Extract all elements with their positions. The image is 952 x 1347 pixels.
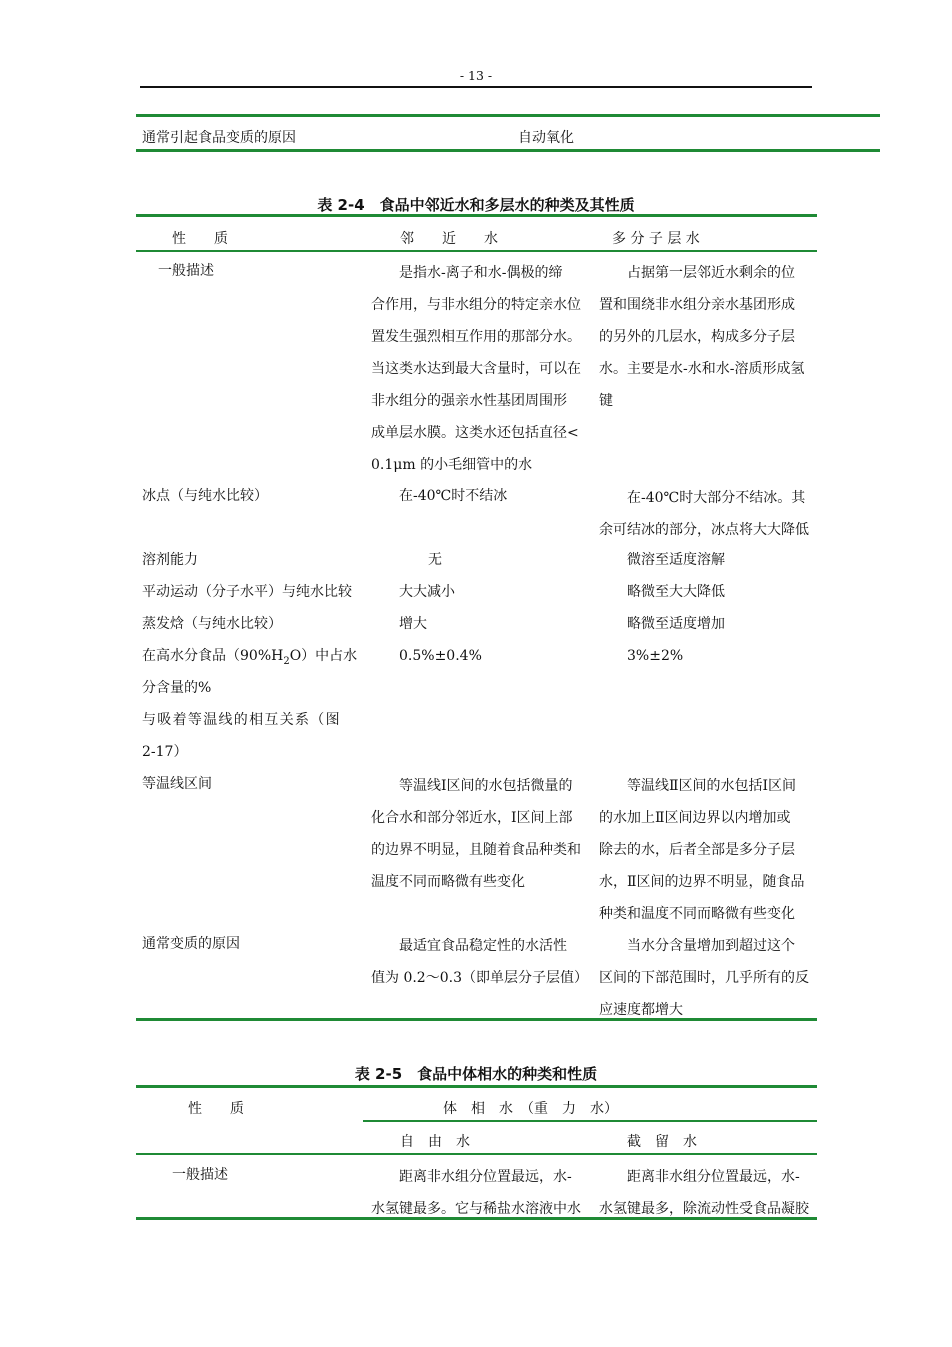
prev-row-value: 自动氧化 [518, 130, 574, 146]
page-number: - 13 - [459, 68, 493, 83]
header-adjacent: 邻 近 水 [400, 231, 498, 247]
row-spoilage-label: 通常变质的原因 [142, 936, 240, 952]
row-general-multilayer: 占据第一层邻近水剩余的位 置和围绕非水组分亲水基团形成 的另外的几层水，构成多分子层 水。主要是水-水和水-溶质形成氢 键 [599, 265, 805, 409]
row-motion-multilayer: 略微至大大降低 [627, 584, 725, 600]
row-motion-label: 平动运动（分子水平）与纯水比较 [142, 584, 352, 600]
row-enthalpy-adjacent: 增大 [399, 616, 427, 632]
row-isotherm-rel-label-2: 2-17） [142, 744, 188, 760]
row-general-label: 一般描述 [158, 263, 214, 279]
row-motion-adjacent: 大大减小 [399, 584, 455, 600]
row-spoilage-multilayer: 当水分含量增加到超过这个 区间的下部范围时，几乎所有的反 应速度都增大 [599, 938, 809, 1018]
row-enthalpy-multilayer: 略微至适度增加 [627, 616, 725, 632]
row-solvent-adjacent: 无 [428, 552, 442, 568]
prev-row-label: 通常引起食品变质的原因 [142, 130, 296, 146]
table-bottom-rule [136, 149, 880, 152]
row-isotherm-zone-adjacent: 等温线Ⅰ区间的水包括微量的 化合水和部分邻近水，Ⅰ区间上部 的边界不明显，且随着食品种类和 温度不同而略微有些变化 [371, 778, 581, 890]
t25-row-general-entrapped: 距离非水组分位置最远，水- 水氢键最多，除流动性受食品凝胶 [599, 1169, 809, 1217]
t25-header-free: 自 由 水 [400, 1134, 470, 1150]
row-content-label: 在高水分食品$(90\%H_2O)$中占水 [142, 648, 358, 667]
table-2-4-bottom-rule [136, 1018, 817, 1021]
t25-row-general-label: 一般描述 [172, 1167, 228, 1183]
row-enthalpy-label: 蒸发焓（与纯水比较） [142, 616, 282, 632]
row-isotherm-zone-multilayer: 等温线Ⅱ区间的水包括Ⅰ区间 的水加上Ⅱ区间边界以内增加或 除去的水，后者全部是多分子层 水，Ⅱ区间的边界不明显，随食品 种类和温度不同而略微有些变化 [599, 778, 805, 922]
table-2-4-top-rule [136, 214, 817, 217]
row-spoilage-adjacent: 最适宜食品稳定性的水活性 值为 0.2～0.3（即单层分子层值） [371, 938, 588, 986]
row-content-label-2: 分含量的% [142, 680, 212, 696]
table-2-4-header-rule [136, 250, 817, 252]
row-content-multilayer: 3%±2% [627, 648, 684, 664]
row-freezing-label: 冰点（与纯水比较） [142, 488, 268, 504]
header-multilayer: 多 分 子 层 水 [612, 231, 700, 247]
row-solvent-label: 溶剂能力 [142, 552, 198, 568]
row-isotherm-rel-label: 与吸着等温线的相互关系（图 [142, 712, 341, 728]
t25-header-entrapped: 截 留 水 [627, 1134, 697, 1150]
table-2-5-caption: 表 2-5 食品中体相水的种类和性质 [354, 1065, 598, 1083]
header-rule [140, 86, 812, 88]
table-2-5-top-rule [136, 1085, 817, 1088]
row-freezing-multilayer: 在-40℃时大部分不结冰。其 余可结冰的部分，冰点将大大降低 [599, 490, 809, 538]
t25-row-general-free: 距离非水组分位置最远，水- 水氢键最多。它与稀盐水溶液中水 [371, 1169, 581, 1217]
row-general-adjacent: 是指水-离子和水-偶极的缔 合作用，与非水组分的特定亲水位 置发生强烈相互作用的那部分水。 当这类水达到最大含量时，可以在 非水组分的强亲水性基团周围形 成单层水膜。这类水还包括直径< 0.1μm 的小毛细管中的水 [371, 265, 581, 473]
row-freezing-adjacent: 在-40℃时不结冰 [399, 488, 508, 504]
row-solvent-multilayer: 微溶至适度溶解 [627, 552, 725, 568]
t25-subheader-rule [363, 1120, 817, 1122]
t25-header-property: 性 质 [188, 1101, 244, 1117]
table-top-rule [136, 114, 880, 117]
t25-header-rule [136, 1153, 817, 1155]
row-content-adjacent: 0.5%±0.4% [399, 648, 482, 664]
header-property: 性 质 [172, 231, 228, 247]
table-2-5-bottom-rule [136, 1217, 817, 1220]
t25-header-bulk: 体 相 水 （重 力 水） [443, 1101, 618, 1117]
table-2-4-caption: 表 2-4 食品中邻近水和多层水的种类及其性质 [317, 196, 635, 214]
row-isotherm-zone-label: 等温线区间 [142, 776, 212, 792]
